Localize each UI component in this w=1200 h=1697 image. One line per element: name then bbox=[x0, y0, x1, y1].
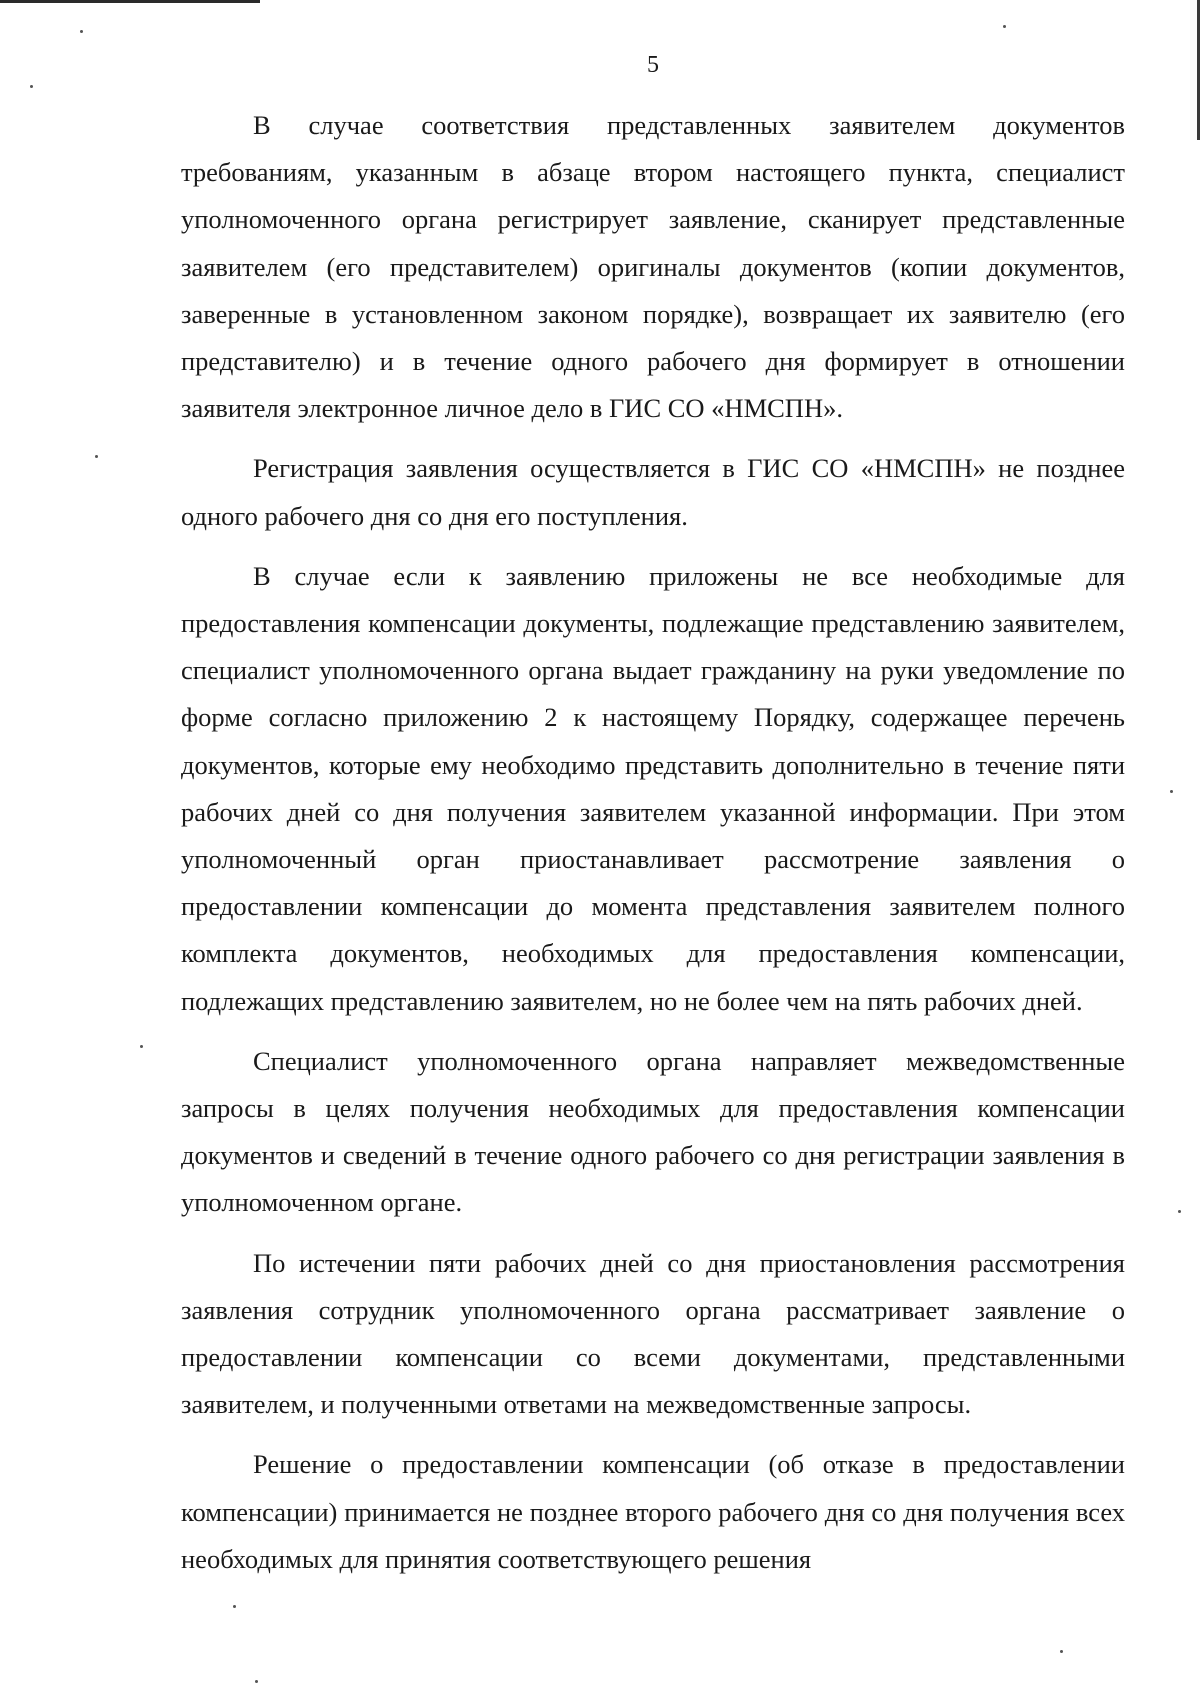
paragraph-interagency-requests: Специалист уполномоченного органа направляет межведомственные запросы в целях получения необходимых для предоставления компенсации документов и сведений в течение одного рабочего со дня регистрации заявления в уполномоченном органе. bbox=[181, 1045, 1125, 1218]
scan-speck bbox=[95, 455, 98, 458]
paragraph-review-after-suspension: По истечении пяти рабочих дней со дня приостановления рассмотрения заявления сотрудник уполномоченного органа рассматривает заявление о предоставлении компенсации со всеми документами, представленными заявителем, и полученными ответами на межведомственные запросы. bbox=[181, 1247, 1125, 1420]
paragraph-registration-procedure: В случае соответствия представленных заявителем документов требованиям, указанным в абзаце втором настоящего пункта, специалист уполномоченного органа регистрирует заявление, сканирует представленные заявителем (его представителем) оригиналы документов (копии документов, заверенные в установленном законом порядке), возвращает их заявителю (его представителю) и в течение одного рабочего дня формирует в отношении заявителя электронное личное дело в ГИС СО «НМСПН». bbox=[181, 110, 1125, 424]
paragraph-decision-deadline: Решение о предоставлении компенсации (об отказе в предоставлении компенсации) принимается не позднее второго рабочего дня со дня получения всех необходимых для принятия соответствующего решения bbox=[181, 1449, 1125, 1574]
document-body bbox=[181, 102, 1125, 1583]
scan-speck bbox=[1170, 790, 1173, 793]
scan-speck bbox=[1060, 1650, 1063, 1653]
scan-speck bbox=[1003, 25, 1006, 28]
scan-speck bbox=[140, 1045, 143, 1048]
scan-speck bbox=[80, 30, 83, 33]
scan-speck bbox=[255, 1680, 258, 1683]
page-number: 5 bbox=[647, 52, 659, 78]
scan-speck bbox=[30, 85, 33, 88]
scan-speck bbox=[1178, 1210, 1181, 1213]
scan-speck bbox=[233, 1605, 236, 1608]
scan-border-top bbox=[0, 0, 260, 3]
paragraph-incomplete-documents: В случае если к заявлению приложены не все необходимые для предоставления компенсации документы, подлежащие представлению заявителем, специалист уполномоченного органа выдает гражданину на руки уведомление по форме согласно приложению 2 к настоящему Порядку, содержащее перечень документов, которые ему необходимо представить дополнительно в течение пяти рабочих дней со дня получения заявителем указанной информации. При этом уполномоченный орган приостанавливает рассмотрение заявления о предоставлении компенсации до момента представления заявителем полного комплекта документов, необходимых для предоставления компенсации, подлежащих представлению заявителем, но не более чем на пять рабочих дней. bbox=[181, 560, 1125, 1016]
paragraph-registration-deadline: Регистрация заявления осуществляется в ГИС СО «НМСПН» не позднее одного рабочего дня со дня его поступления. bbox=[181, 453, 1125, 531]
